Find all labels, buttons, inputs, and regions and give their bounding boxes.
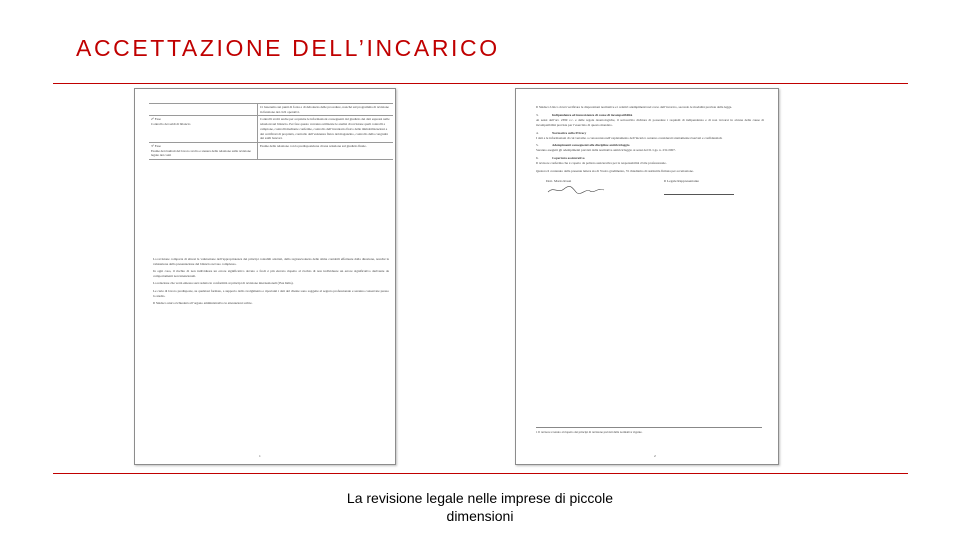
top-divider [53,83,908,84]
page-body-text [536,105,764,197]
audit-phases-table [149,103,393,160]
item-heading: Adempimenti conseguenti alle discipline antiriciclaggio [552,143,630,148]
table-cell: Esame della relazione con la predisposizione di una relazione sul giudizio finale. [260,143,367,148]
signer-role: Il Legale Rappresentante [664,179,699,184]
signature-row [536,179,764,197]
paragraph: Il Sindaco unico richiederà all’organo amministrativo le attestazioni scritte. [153,300,253,305]
handwritten-signature [546,185,606,195]
signature-block-right [664,179,754,197]
signature-line [664,194,734,195]
page-number: 1 [259,454,261,458]
paragraph: Saranno eseguiti gli adempimenti previsti dalla normativa antiriciclaggio ai sensi del D. Lgs. n. 231/2007. [536,148,676,153]
paragraph: Il revisore conferma che è coperto da polizza assicurativa per la responsabilità civile professionale. [536,161,667,166]
paragraph: Le carte di lavoro predisposte, su qualsiasi formato, a supporto dello svolgimento e riportanti i dati del cliente sono soggette al segreto professionale e saranno conservate presso lo studio. [153,288,389,298]
slide-caption [300,489,660,525]
table-cell: 3° Fase Esame dei risultati del lavoro svolto e stesura della relazione sulla revisione legale dei conti [149,143,258,159]
table-cell: 2° Fase Controllo dei saldi di bilancio [149,116,258,142]
paragraph: La relazione che verrà emessa sarà redatta in conformità ai principi di revisione internazionali (ISA Italia). [153,281,294,286]
item-number: 5. [536,143,539,148]
table-cell: Controlli svolti anche per acquisire le informazioni conseguenti dal giudizio dei dati espressi nelle relazioni sul bilancio. Per fare questo verranno utilizzate le analisi di revisione quali controlli a campione, controlli mediante conferme, controllo dell’inventario fisico delle immobilizzazioni e dei certificati di proprietà, controllo dell’esistenza fisica del magazzino, controllo della congruità dei saldi bancari. [260,117,390,141]
table-cell [149,104,258,115]
signature-block-left [546,179,636,197]
table-cell: Ci baseremo sui punti di forza e di debolezza delle procedure, nonché sul programma di revisione in funzione dei cicli operativi. [260,105,389,114]
table-row [149,116,393,143]
table-row [149,103,393,116]
paragraph: Ai sensi dell’art. 2399 c.c. e delle regole deontologiche, il sottoscritto dichiara di possedere i requisiti di indipendenza e di non trovarsi in alcuna delle cause di incompatibilità previste per l’esercizio di questo mandato. [536,117,764,127]
caption-line: dimensioni [446,508,514,524]
paragraph: In ogni caso, il rischio di non individuare un errore significativo dovuto a frodi è più elevato rispetto al rischio di non individuare un errore significativo derivante da comportamenti non intenzionali. [153,269,389,278]
item-number: 3. [536,112,539,117]
footnote: 1 Il revisore è tenuto al rispetto dei principi di revisione previsti dalla normativa vigente. [536,427,762,434]
item-number: 4. [536,130,539,135]
table-row [149,143,393,160]
page-number: 2 [654,454,656,458]
paragraph: I dati e le informazioni di cui verremo a conoscenza nell’espletamento dell’incarico saranno considerati strettamente riservati e confidenziali. [536,135,723,140]
document-page-left [134,88,396,465]
item-number: 6. [536,156,539,161]
bottom-divider [53,473,908,474]
item-heading: Copertura assicurativa [552,156,585,161]
slide-title: ACCETTAZIONE DELL’INCARICO [76,35,500,61]
paragraph: Il Sindaco Unico dovrà verificare le disposizioni normative e i relativi adempimenti nel corso dell’incarico, secondo le modalità previste dalla legge. [536,105,733,109]
item-heading: Normativa sulla Privacy [552,130,587,135]
paragraph: Qualora il contenuto della presente lettera sia di Vostro gradimento, Vi chiediamo di restituirla firmata per accettazione. [536,168,694,173]
page-body-text [153,257,389,308]
caption-line: La revisione legale nelle imprese di piccole [346,490,614,506]
item-heading: Indipendenza ed insussistenza di cause di incompatibilità [552,112,633,117]
document-page-right [515,88,779,465]
paragraph: La revisione comporta di altresì la valutazione dell’appropriatezza dei principi contabili adottati, della ragionevolezza delle stime contabili effettuate dalla direzione, nonché la valutazione della presentazione del bilancio nel suo complesso. [153,257,389,266]
signer-name: Dott. Mario Rossi [546,179,572,184]
